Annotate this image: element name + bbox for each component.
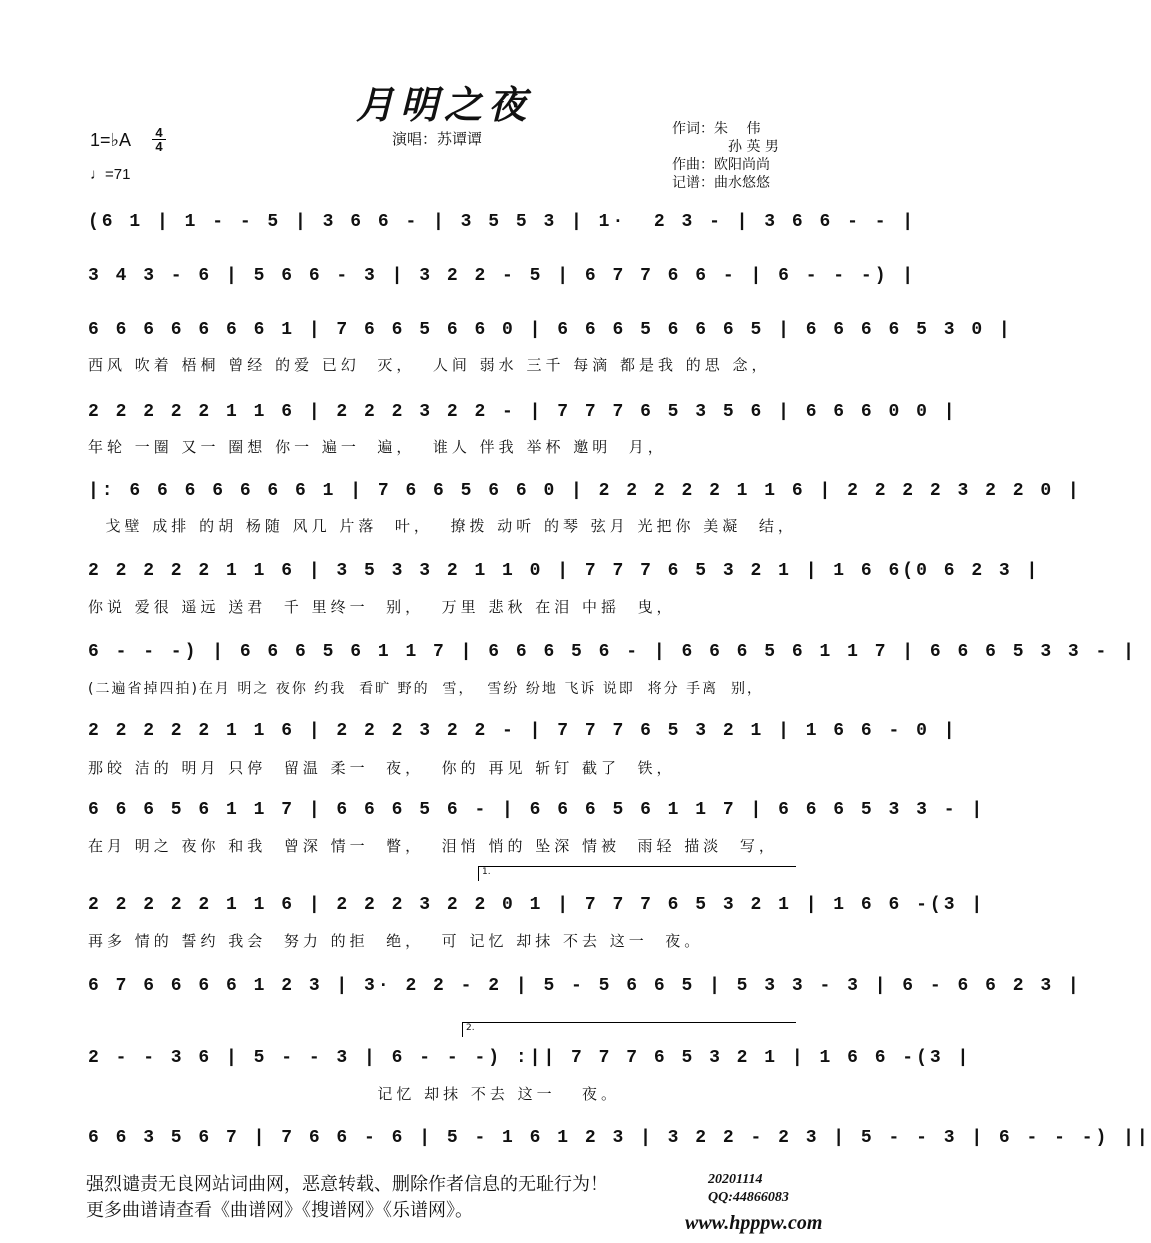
score-row-12-lyrics: 记忆 却抹 不去 这一 夜。 (88, 1085, 620, 1103)
tempo-marking: ♩=71 (90, 166, 131, 183)
key-signature: 1=♭A (90, 130, 132, 150)
score-row-5-lyrics: 戈壁 成排 的胡 杨随 风几 片落 叶， 撩拨 动听 的琴 弦月 光把你 美凝 结， (88, 517, 797, 535)
score-row-8-notes: 2 2 2 2 2 1 1 6 | 2 2 2 3 2 2 - | 7 7 7 6 5 3 2 1 | 1 6 6 - 0 | (88, 721, 958, 741)
score-row-13-notes: 6 6 3 5 6 7 | 7 6 6 - 6 | 5 - 1 6 1 2 3 | 3 2 2 - 2 3 | 5 - - 3 | 6 - - -) || (88, 1128, 1151, 1148)
score-row-11-notes: 6 7 6 6 6 6 1 2 3 | 3· 2 2 - 2 | 5 - 5 6 6 5 | 5 3 3 - 3 | 6 - 6 6 2 3 | (88, 976, 1082, 996)
lyricist-label: 作词： (672, 121, 714, 137)
score-row-6-lyrics: 你说 爱很 遥远 送君 千 里终一 别， 万里 悲秋 在泪 中摇 曳， (88, 598, 676, 616)
volta-1-bracket: 1. (478, 866, 796, 881)
score-row-2-notes: 3 4 3 - 6 | 5 6 6 - 3 | 3 2 2 - 5 | 6 7 7 6 6 - | 6 - - -) | (88, 266, 917, 286)
footer-notice: 强烈谴责无良网站词曲网，恶意转载、删除作者信息的无耻行为！ (86, 1174, 608, 1195)
song-title: 月明之夜 (355, 82, 532, 127)
score-row-4-notes: 2 2 2 2 2 1 1 6 | 2 2 2 3 2 2 - | 7 7 7 6 5 3 5 6 | 6 6 6 0 0 | (88, 402, 958, 422)
score-row-12-notes: 2 - - 3 6 | 5 - - 3 | 6 - - -) :|| 7 7 7 6 5 3 2 1 | 1 6 6 -(3 | (88, 1048, 972, 1068)
composer: 欧阳尚尚 (714, 157, 770, 173)
score-row-5-notes: |: 6 6 6 6 6 6 6 1 | 7 6 6 5 6 6 0 | 2 2 2 2 2 1 1 6 | 2 2 2 2 3 2 2 0 | (88, 481, 1082, 501)
lyricist-2: 孙 英 男 (728, 139, 779, 155)
credits-block (672, 118, 812, 198)
singer: 演唱：苏谭谭 (392, 130, 483, 148)
score-row-6-notes: 2 2 2 2 2 1 1 6 | 3 5 3 3 2 1 1 0 | 7 7 7 6 5 3 2 1 | 1 6 6(0 6 2 3 | (88, 561, 1041, 581)
time-signature (152, 126, 166, 153)
volta-2-bracket: 2. (462, 1022, 796, 1037)
website-watermark: www.hpppw.com (685, 1212, 823, 1234)
transcription-date: 20201114 (708, 1172, 763, 1187)
score-row-10-notes: 2 2 2 2 2 1 1 6 | 2 2 2 3 2 2 0 1 | 7 7 7 6 5 3 2 1 | 1 6 6 -(3 | (88, 895, 986, 915)
score-row-10-lyrics: 再多 情的 誓约 我会 努力 的拒 绝， 可 记忆 却抹 不去 这一 夜。 (88, 932, 704, 950)
footer-more-scores: 更多曲谱请查看《曲谱网》《搜谱网》《乐谱网》。 (86, 1200, 473, 1221)
transcriber-label: 记谱： (672, 175, 714, 191)
score-row-4-lyrics: 年轮 一圈 又一 圈想 你一 遍一 遍， 谁人 伴我 举杯 邀明 月， (88, 438, 667, 456)
score-row-7-notes: 6 - - -) | 6 6 6 5 6 1 1 7 | 6 6 6 5 6 - | 6 6 6 5 6 1 1 7 | 6 6 6 5 3 3 - | (88, 642, 1137, 662)
score-row-9-notes: 6 6 6 5 6 1 1 7 | 6 6 6 5 6 - | 6 6 6 5 6 1 1 7 | 6 6 6 5 3 3 - | (88, 800, 986, 820)
score-row-8-lyrics: 那皎 洁的 明月 只停 留温 柔一 夜， 你的 再见 斩钉 截了 铁， (88, 759, 676, 777)
composer-label: 作曲： (672, 157, 714, 173)
time-signature-top: 4 (155, 125, 163, 140)
lyricist: 朱 伟 (714, 121, 761, 137)
score-row-3-notes: 6 6 6 6 6 6 6 1 | 7 6 6 5 6 6 0 | 6 6 6 5 6 6 6 5 | 6 6 6 6 5 3 0 | (88, 320, 1013, 340)
score-row-9-lyrics: 在月 明之 夜你 和我 曾深 情一 瞥， 泪悄 悄的 坠深 情被 雨轻 描淡 写， (88, 837, 778, 855)
score-row-3-lyrics: 西风 吹着 梧桐 曾经 的爱 已幻 灭， 人间 弱水 三千 每滴 都是我 的思 念， (88, 356, 771, 374)
score-row-7-lyrics: (二遍省掉四拍)在月 明之 夜你 约我 看旷 野的 雪， 雪纷 纷地 飞诉 说即 将分 手离 别， (88, 681, 764, 697)
score-row-1-notes: (6 1 | 1 - - 5 | 3 6 6 - | 3 5 5 3 | 1· 2 3 - | 3 6 6 - - | (88, 212, 917, 232)
transcriber: 曲水悠悠 (714, 175, 770, 191)
qq-number: QQ:44866083 (708, 1190, 789, 1205)
time-signature-bottom: 4 (152, 139, 166, 153)
